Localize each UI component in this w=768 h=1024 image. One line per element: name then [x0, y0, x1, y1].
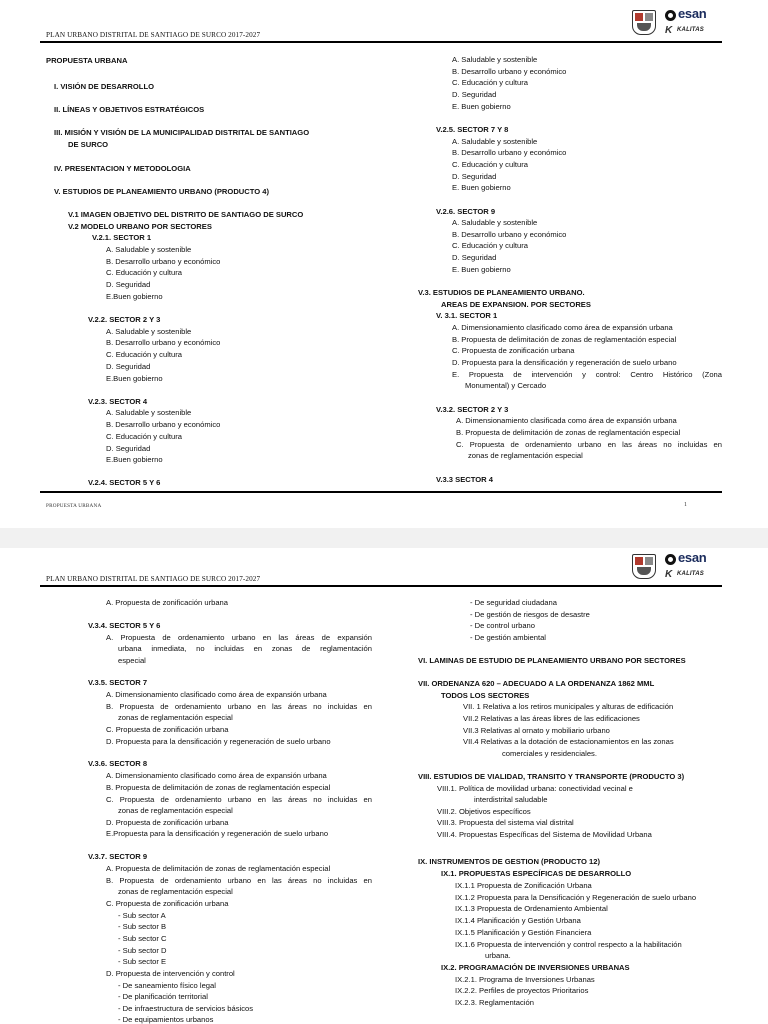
toc-subitem: IX.1.6 Propuesta de intervención y control respecto a la habilitación	[455, 940, 682, 949]
toc-subitem: E. Propuesta de intervención y control: Centro Histórico (Zona	[452, 370, 722, 379]
toc-item: V.2.5. SECTOR 7 Y 8	[436, 125, 509, 134]
toc-subitem: B. Propuesta de delimitación de zonas de reglamentación especial	[452, 335, 677, 344]
toc-item: II. LÍNEAS Y OBJETIVOS ESTRATÉGICOS	[54, 105, 205, 114]
toc-subitem: D. Seguridad	[106, 280, 151, 289]
toc-subitem: VII.3 Relativas al ornato y mobiliario urbano	[463, 726, 610, 735]
toc-subitem: A. Saludable y sostenible	[106, 408, 192, 417]
header-logos	[632, 8, 712, 38]
toc-bullet: - De equipamientos urbanos	[118, 1015, 214, 1024]
toc-subitem: urbana inmediata, no incluidas en zonas de reglamentación	[118, 644, 372, 653]
toc-item: V.3. ESTUDIOS DE PLANEAMIENTO URBANO.	[418, 288, 585, 297]
toc-item: V.3.3 SECTOR 4	[436, 475, 493, 484]
toc-subitem: A. Saludable y sostenible	[452, 218, 538, 227]
header-rule	[40, 585, 722, 587]
toc-subitem: A. Saludable y sostenible	[452, 137, 538, 146]
toc-subitem: A. Saludable y sostenible	[452, 55, 538, 64]
toc-bullet: - De control urbano	[470, 621, 536, 630]
toc-item: V.2.4. SECTOR 5 Y 6	[88, 478, 161, 487]
toc-item: V.3.7. SECTOR 9	[88, 852, 148, 861]
toc-item: IV. PRESENTACION Y METODOLOGIA	[54, 164, 191, 173]
toc-subitem: A. Saludable y sostenible	[106, 245, 192, 254]
toc-item: V.3.6. SECTOR 8	[88, 759, 148, 768]
toc-subitem: E.Propuesta para la densificación y regeneración de suelo urbano	[106, 829, 329, 838]
toc-subitem: C. Educación y cultura	[452, 160, 528, 169]
toc-bullet: - Sub sector B	[118, 922, 167, 931]
toc-item: V.2.3. SECTOR 4	[88, 397, 148, 406]
toc-item: V.2.1. SECTOR 1	[92, 233, 152, 242]
toc-subitem: D. Seguridad	[452, 253, 497, 262]
toc-subitem: C. Educación y cultura	[106, 432, 182, 441]
toc-item: AREAS DE EXPANSION. POR SECTORES	[441, 300, 591, 309]
toc-subitem: A. Dimensionamiento clasificada como área de expansión urbana	[456, 416, 677, 425]
toc-subitem: C. Educación y cultura	[452, 241, 528, 250]
toc-item: V. 3.1. SECTOR 1	[436, 311, 498, 320]
toc-subitem: zonas de reglamentación especial	[118, 713, 233, 722]
toc-item: I. VISIÓN DE DESARROLLO	[54, 82, 154, 91]
toc-subitem: A. Propuesta de zonificación urbana	[106, 598, 229, 607]
toc-bullet: - De seguridad ciudadana	[470, 598, 557, 607]
toc-subitem: E.Buen gobierno	[106, 374, 163, 383]
toc-subitem: B. Desarrollo urbano y económico	[106, 257, 221, 266]
toc-subitem: IX.1.1 Propuesta de Zonificación Urbana	[455, 881, 592, 890]
toc-bullet: - De saneamiento físico legal	[118, 981, 216, 990]
header-title: PLAN URBANO DISTRITAL DE SANTIAGO DE SURCO 2017-2027	[46, 31, 261, 39]
toc-subitem: E.Buen gobierno	[106, 455, 163, 464]
toc-item: VIII. ESTUDIOS DE VIALIDAD, TRANSITO Y TRANSPORTE (PRODUCTO 3)	[418, 772, 685, 781]
toc-subitem: A. Dimensionamiento clasificado como área de expansión urbana	[452, 323, 673, 332]
toc-subitem: IX.1.4 Planificación y Gestión Urbana	[455, 916, 581, 925]
toc-subitem: D. Propuesta de intervención y control	[106, 969, 235, 978]
toc-subitem: IX.1.2 Propuesta para la Densificación y Regeneración de suelo urbano	[455, 893, 697, 902]
municipal-crest-icon	[632, 10, 656, 35]
toc-subitem: E. Buen gobierno	[452, 183, 511, 192]
toc-subitem: D. Propuesta para la densificación y regeneración de suelo urbano	[452, 358, 677, 367]
toc-subitem: B. Propuesta de delimitación de zonas de reglamentación especial	[106, 783, 331, 792]
toc-item: VII. ORDENANZA 620 – ADECUADO A LA ORDENANZA 1862 MML	[418, 679, 655, 688]
toc-subitem: B. Desarrollo urbano y económico	[452, 148, 567, 157]
toc-subitem: B. Desarrollo urbano y económico	[106, 338, 221, 347]
toc-subitem: Monumental) y Cercado	[465, 381, 547, 390]
toc-subitem: C. Propuesta de zonificación urbana	[106, 725, 229, 734]
toc-subitem: A. Saludable y sostenible	[106, 327, 192, 336]
toc-subitem: D. Seguridad	[106, 362, 151, 371]
toc-subitem: VII.2 Relativas a las áreas libres de las edificaciones	[463, 714, 640, 723]
toc-item: IX.2. PROGRAMACIÓN DE INVERSIONES URBANAS	[441, 963, 630, 972]
toc-subitem: zonas de reglamentación especial	[118, 887, 233, 896]
toc-subitem: D. Seguridad	[452, 172, 497, 181]
esan-logo-icon	[665, 10, 676, 21]
toc-bullet: - Sub sector C	[118, 934, 167, 943]
esan-logo-icon	[665, 554, 676, 565]
header-logos	[632, 552, 712, 582]
toc-subitem: comerciales y residenciales.	[502, 749, 597, 758]
toc-subitem: IX.2.3. Reglamentación	[455, 998, 534, 1007]
toc-subitem: A. Propuesta de ordenamiento urbano en las áreas de expansión	[106, 633, 372, 642]
toc-subitem: C. Educación y cultura	[106, 350, 182, 359]
toc-subitem: IX.2.1. Programa de Inversiones Urbanas	[455, 975, 595, 984]
toc-subitem: D. Propuesta de zonificación urbana	[106, 818, 229, 827]
toc-bullet: - Sub sector E	[118, 957, 167, 966]
toc-subitem: B. Desarrollo urbano y económico	[452, 67, 567, 76]
toc-subitem: E. Buen gobierno	[452, 265, 511, 274]
toc-subitem: VIII.3. Propuesta del sistema vial distrital	[437, 818, 574, 827]
toc-subitem: D. Seguridad	[106, 444, 151, 453]
kalitas-logo-icon: K	[665, 569, 673, 580]
toc-subitem: E.Buen gobierno	[106, 292, 163, 301]
toc-subitem: A. Propuesta de delimitación de zonas de reglamentación especial	[106, 864, 331, 873]
toc-subitem: IX.1.5 Planificación y Gestión Financiera	[455, 928, 592, 937]
toc-subitem: B. Propuesta de ordenamiento urbano en las áreas no incluidas en	[106, 876, 372, 885]
toc-subitem: VIII.2. Objetivos específicos	[437, 807, 531, 816]
toc-subitem: C. Propuesta de ordenamiento urbano en las áreas no incluidas en	[456, 440, 722, 449]
page-number: 1	[684, 502, 687, 508]
toc-subitem: especial	[118, 656, 146, 665]
esan-logo-text: esan	[678, 6, 707, 21]
toc-subitem: C. Educación y cultura	[106, 268, 182, 277]
kalitas-logo-text: KALITAS	[677, 27, 704, 33]
toc-subitem: VIII.4. Propuestas Específicas del Sistema de Movilidad Urbana	[437, 830, 652, 839]
toc-item: V.3.4. SECTOR 5 Y 6	[88, 621, 161, 630]
toc-subitem: zonas de reglamentación especial	[468, 451, 583, 460]
toc-subitem: IX.2.2. Perfiles de proyectos Prioritarios	[455, 986, 589, 995]
toc-subitem: VII.4 Relativas a la dotación de estacionamientos en las zonas	[463, 737, 674, 746]
toc-bullet: - De infraestructura de servicios básicos	[118, 1004, 254, 1013]
toc-subitem: B. Propuesta de delimitación de zonas de reglamentación especial	[456, 428, 681, 437]
toc-bullet: - De gestión de riesgos de desastre	[470, 610, 590, 619]
toc-subitem: C. Propuesta de zonificación urbana	[106, 899, 229, 908]
toc-subitem: C. Propuesta de ordenamiento urbano en las áreas no incluidas en	[106, 795, 372, 804]
esan-logo-text: esan	[678, 550, 707, 565]
toc-item: V.3.5. SECTOR 7	[88, 678, 148, 687]
toc-item: V.1 IMAGEN OBJETIVO DEL DISTRITO DE SANTIAGO DE SURCO	[68, 210, 304, 219]
toc-subitem: D. Seguridad	[452, 90, 497, 99]
kalitas-logo-text: KALITAS	[677, 571, 704, 577]
toc-bullet: - De planificación territorial	[118, 992, 208, 1001]
toc-subitem: urbana.	[485, 951, 511, 960]
toc-subitem: C. Propuesta de zonificación urbana	[452, 346, 575, 355]
toc-bullet: - De gestión ambiental	[470, 633, 546, 642]
toc-subitem: C. Educación y cultura	[452, 78, 528, 87]
footer-label: PROPUESTA URBANA	[46, 503, 102, 509]
toc-subitem: VII. 1 Relativa a los retiros municipales y alturas de edificación	[463, 702, 674, 711]
toc-item: V.2.2. SECTOR 2 Y 3	[88, 315, 161, 324]
municipal-crest-icon	[632, 554, 656, 579]
toc-item: V.3.2. SECTOR 2 Y 3	[436, 405, 509, 414]
toc-subitem: A. Dimensionamiento clasificado como área de expansión urbana	[106, 771, 327, 780]
toc-subitem: E. Buen gobierno	[452, 102, 511, 111]
toc-subitem: B. Propuesta de ordenamiento urbano en las áreas no incluidas en	[106, 702, 372, 711]
toc-item: V. ESTUDIOS DE PLANEAMIENTO URBANO (PRODUCTO 4)	[54, 187, 270, 196]
toc-subitem: IX.1.3 Propuesta de Ordenamiento Ambiental	[455, 904, 608, 913]
toc-subitem: interdistrital saludable	[474, 795, 548, 804]
kalitas-logo-icon: K	[665, 25, 673, 36]
toc-subitem: B. Desarrollo urbano y económico	[106, 420, 221, 429]
toc-item: VI. LAMINAS DE ESTUDIO DE PLANEAMIENTO URBANO POR SECTORES	[418, 656, 686, 665]
toc-item: V.2 MODELO URBANO POR SECTORES	[68, 222, 212, 231]
toc-bullet: - Sub sector D	[118, 946, 167, 955]
toc-item: IX. INSTRUMENTOS DE GESTION (PRODUCTO 12)	[418, 857, 600, 866]
toc-subitem: D. Propuesta para la densificación y regeneración de suelo urbano	[106, 737, 331, 746]
section-title: PROPUESTA URBANA	[46, 56, 128, 65]
toc-subitem: A. Dimensionamiento clasificado como área de expansión urbana	[106, 690, 327, 699]
toc-subitem: VIII.1. Política de movilidad urbana: conectividad vecinal e	[437, 784, 633, 793]
document-page-2	[0, 548, 768, 1024]
toc-item: V.2.6. SECTOR 9	[436, 207, 496, 216]
header-title: PLAN URBANO DISTRITAL DE SANTIAGO DE SURCO 2017-2027	[46, 575, 261, 583]
toc-item: IX.1. PROPUESTAS ESPECÍFICAS DE DESARROLLO	[441, 869, 632, 878]
toc-bullet: - Sub sector A	[118, 911, 166, 920]
toc-item: TODOS LOS SECTORES	[441, 691, 530, 700]
toc-subitem: zonas de reglamentación especial	[118, 806, 233, 815]
footer-rule	[40, 491, 722, 493]
toc-item: DE SURCO	[68, 140, 109, 149]
header-rule	[40, 41, 722, 43]
toc-subitem: B. Desarrollo urbano y económico	[452, 230, 567, 239]
toc-item: III. MISIÓN Y VISIÓN DE LA MUNICIPALIDAD DISTRITAL DE SANTIAGO	[54, 128, 310, 137]
